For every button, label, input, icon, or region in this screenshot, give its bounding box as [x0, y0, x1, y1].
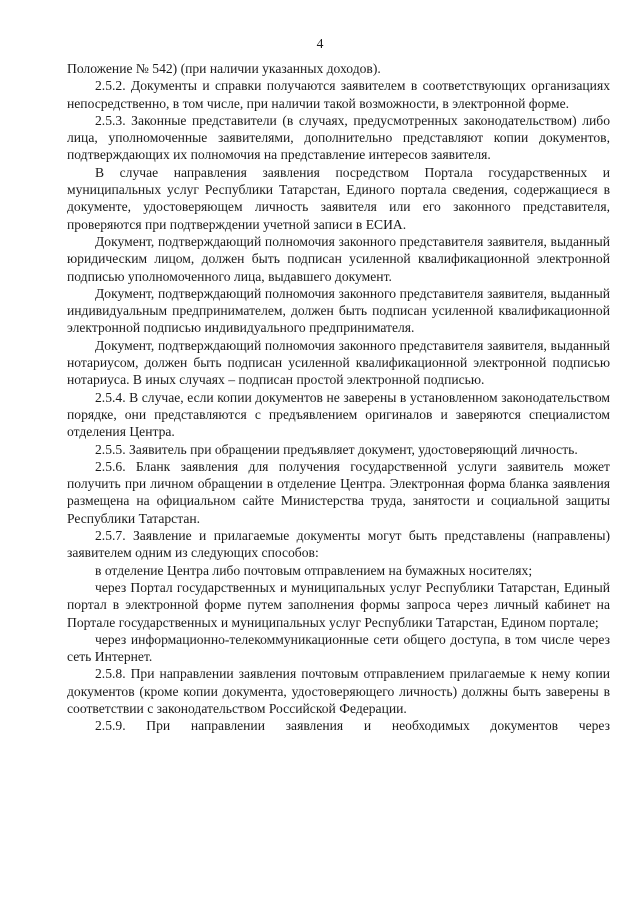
paragraph-method-portal: через Портал государственных и муниципальных услуг Республики Татарстан, Единый портал в электронной форме путем заполнения формы запроса через личный кабинет на Портале государственных и муниципальных услуг Республики Татарстан, Едином портале; [67, 579, 610, 630]
page-number: 4 [316, 36, 324, 51]
paragraph-2-5-8: 2.5.8. При направлении заявления почтовым отправлением прилагаемые к нему копии документов (кроме копии документа, удостоверяющего личность) должны быть заверены в соответствии с законодательством Российской Федерации. [67, 666, 610, 716]
paragraph-2-5-6: 2.5.6. Бланк заявления для получения государственной услуги заявитель может получить при личном обращении в отделение Центра. Электронная форма бланка заявления размещена на официальном сайте Министерства труда, занятости и социальной защиты Республики Татарстан. [67, 458, 610, 526]
paragraph-method-office: в отделение Центра либо почтовым отправлением на бумажных носителях; [95, 562, 533, 578]
document-body [67, 60, 610, 735]
paragraph-2-5-2: 2.5.2. Документы и справки получаются заявителем в соответствующих организациях непосредственно, в том числе, при наличии такой возможности, в электронной форме. [67, 78, 610, 111]
paragraph-continuation: Положение № 542) (при наличии указанных доходов). [67, 61, 381, 76]
paragraph-2-5-4: 2.5.4. В случае, если копии документов не заверены в установленном законодательством порядке, они представляются с предъявлением оригиналов и заверяются специалистом отделения Центра. [67, 389, 610, 440]
paragraph-portal-verification: В случае направления заявления посредством Портала государственных и муниципальных услуг Республики Татарстан, Единого портала сведения, содержащиеся в документе, удостоверяющем личность заявителя или его законного представителя, проверяются при подтверждении учетной записи в ЕСИА. [67, 164, 610, 232]
paragraph-notary-signature: Документ, подтверждающий полномочия законного представителя заявителя, выданный нотариусом, должен быть подписан усиленной квалификационной электронной подписью нотариуса. В иных случаях – подписан простой электронной подписью. [67, 337, 610, 388]
paragraph-2-5-3: 2.5.3. Законные представители (в случаях, предусмотренных законодательством) либо лица, уполномоченные заявителями, дополнительно представляют копии документов, подтверждающих их полномочия на представление интересов заявителя. [67, 112, 610, 163]
paragraph-2-5-5: 2.5.5. Заявитель при обращении предъявляет документ, удостоверяющий личность. [95, 441, 578, 457]
paragraph-2-5-9: 2.5.9. При направлении заявления и необходимых документов через [95, 718, 610, 734]
paragraph-method-internet: через информационно-телекоммуникационные сети общего доступа, в том числе через сеть Интернет. [67, 631, 610, 665]
paragraph-2-5-7: 2.5.7. Заявление и прилагаемые документы могут быть представлены (направлены) заявителем одним из следующих способов: [67, 528, 610, 561]
paragraph-legal-entity-signature: Документ, подтверждающий полномочия законного представителя заявителя, выданный юридическим лицом, должен быть подписан усиленной квалификационной электронной подписью уполномоченного лица, выдавшего документ. [67, 233, 610, 284]
paragraph-entrepreneur-signature: Документ, подтверждающий полномочия законного представителя заявителя, выданный индивидуальным предпринимателем, должен быть подписан усиленной квалификационной электронной подписью индивидуального предпринимателя. [67, 285, 610, 336]
